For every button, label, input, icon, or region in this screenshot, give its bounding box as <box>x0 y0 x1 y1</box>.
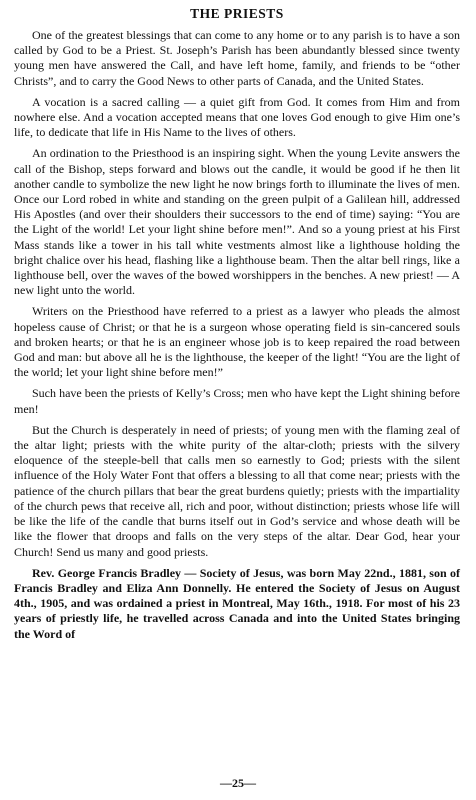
paragraph-bio <box>14 566 460 642</box>
bio-text: — Society of Jesus, was born May 22nd., 1881, son of Francis Bradley and Eliza Ann Donnelly. He entered the Society of Jesus on August 4th., 1905, and was ordained a priest in Montreal, May 16th., 1918. For most of his 23 years of priestly life, he travelled across Canada and into the United States bringing the Word of <box>14 565 461 641</box>
paragraph-blessings: One of the greatest blessings that can come to any home or to any parish is to have a son called by God to be a Priest. St. Joseph’s Parish has been abundantly blessed since twenty young men have answered the Call, and have left home, family, and friends to be “other Christs”, and to carry the Good News to other parts of Canada, and the United States. <box>14 28 460 88</box>
bio-name: Rev. George Francis Bradley <box>32 565 182 580</box>
paragraph-kellys-cross: Such have been the priests of Kelly’s Cross; men who have kept the Light shining before men! <box>14 386 460 416</box>
paragraph-writers: Writers on the Priesthood have referred to a priest as a lawyer who pleads the almost hopeless cause of Christ; or that he is a surgeon whose operating field is sin-cancered souls and broken hearts; or that he is an engineer whose job is to keep repaired the road between God and man: but above all he is the lighthouse, the keeper of the light! “You are the light of the world; let your light shine before men!” <box>14 304 460 380</box>
paragraph-vocation: A vocation is a sacred calling — a quiet gift from God. It comes from Him and from nowhere else. And a vocation accepted means that one loves God enough to give Him one’s life, to dedicate that life in His Name to the lives of others. <box>14 94 460 140</box>
paragraph-ordination: An ordination to the Priesthood is an inspiring sight. When the young Levite answers the call of the Bishop, steps forward and blows out the candle, it would be good if he then lit another candle to symbolize the new light he now brings forth to illuminate the lives of men. Once our Lord robed in white and standing on the green pulpit of a Galilean hill, addressed His Apostles (and over their shoulders their successors to the end of time) saying: “You are the Light of the world! Let your light shine before men!”. And so a young priest at his First Mass stands like a tower in his tall white vestments almost like a lighthouse holding the bright chalice over his head, flashing like a lighthouse beam. Then the altar bell rings, like a lighthouse bell, over the waves of the bowed worshippers in the benches. A new priest! — A new light unto the world. <box>14 146 460 298</box>
page-title: THE PRIESTS <box>190 6 284 21</box>
paragraph-church-need: But the Church is desperately in need of priests; of young men with the flaming zeal of the altar light; priests with the white purity of the altar-cloth; priests with the silvery eloquence of the steeple-bell that calls men so earnestly to God; priests with the silent influence of the Holy Water Font that offers a blessing to all that come near; priests with the patience of the church pillars that bear the great burdens quietly; priests with the impartiality of the church pews that receive all, rich and poor, without distinction; priests whose life will be like the life of the candle that burns itself out in God’s service and whose death will be like the flower that droops and falls on the very steps of the altar. Dear God, hear your Church! Send us many and good priests. <box>14 422 460 559</box>
page-number: —25— <box>220 776 256 790</box>
